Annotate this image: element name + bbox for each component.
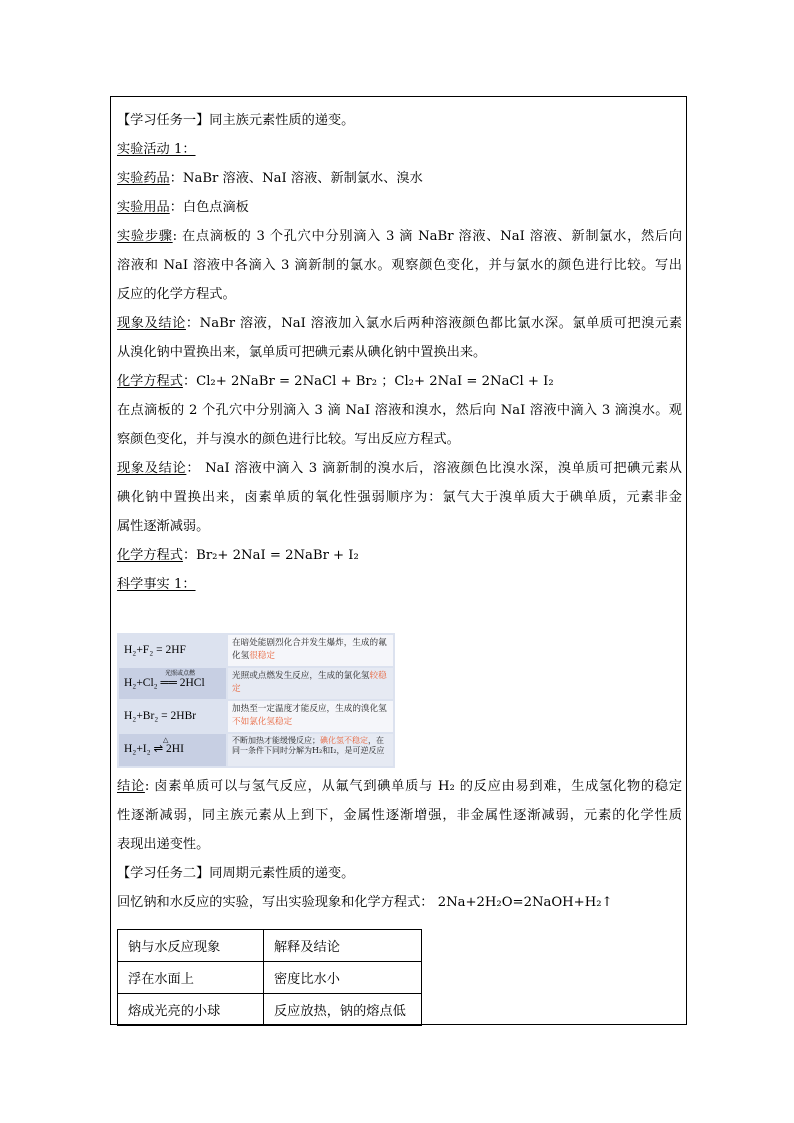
conclusion-line-3: 表现出递变性。	[117, 837, 210, 852]
steps-line-3: 反应的化学方程式。	[117, 287, 236, 302]
table-row	[118, 994, 422, 1026]
reaction-description: 加热至一定温度才能反应，生成的溴化氢不如氯化氢稳定	[228, 701, 393, 732]
equation1-line: 化学方程式：Cl₂+ 2NaBr = 2NaCl + Br₂ ；Cl₂+ 2NaI = 2NaCl + I₂	[117, 374, 554, 389]
step2-line-2: 察颜色变化，并与溴水的颜色进行比较。写出反应方程式。	[117, 432, 460, 447]
phenomenon1-line-1: 现象及结论：NaBr 溶液，NaI 溶液加入氯水后两种溶液颜色都比氯水深。氯单质可把溴元素	[117, 316, 682, 331]
table-cell: 浮在水面上	[118, 962, 264, 994]
worksheet-content-lower	[117, 772, 682, 917]
table-cell: 反应放热，钠的熔点低	[264, 994, 422, 1026]
phenomenon2-line-1: 现象及结论： NaI 溶液中滴入 3 滴新制的溴水后，溶液颜色比溴水深，溴单质可把碘元素从	[117, 461, 682, 476]
table-row	[118, 962, 422, 994]
table-header: 解释及结论	[264, 930, 422, 962]
task2-intro: 回忆钠和水反应的实验，写出实验现象和化学方程式： 2Na+2H₂O=2NaOH+H₂↑	[117, 895, 613, 910]
reaction-description: 不断加热才能缓慢反应；碘化氢不稳定，在同一条件下同时分解为H₂和I₂，是可逆反应	[228, 734, 393, 766]
steps-line-1: 实验步骤: 在点滴板的 3 个孔穴中分别滴入 3 滴 NaBr 溶液、NaI 溶液、新制氯水，然后向	[117, 229, 682, 244]
reaction-row-hbr	[119, 701, 393, 732]
phenomenon2-line-2: 碘化钠中置换出来，卤素单质的氧化性强弱顺序为：氯气大于溴单质大于碘单质，元素非金	[117, 490, 682, 505]
sodium-water-table	[117, 929, 422, 1026]
table-cell: 密度比水小	[264, 962, 422, 994]
halogen-hydrogen-reaction-table	[117, 633, 395, 768]
reaction-description: 在暗处能剧烈化合并发生爆炸，生成的氟化氢很稳定	[228, 635, 393, 666]
worksheet-content	[117, 101, 682, 599]
science-fact-label: 科学事实 1：	[117, 577, 196, 592]
reaction-equation: H₂+F₂ = 2HF	[124, 644, 186, 656]
reaction-equation: H₂+I₂ ⇌ 2HI △	[119, 734, 226, 766]
reaction-row-hcl	[119, 668, 393, 699]
steps-line-2: 溶液和 NaI 溶液中各滴入 3 滴新制的氯水。观察颜色变化，并与氯水的颜色进行比较。写出	[117, 258, 682, 273]
table-cell: 熔成光亮的小球	[118, 994, 264, 1026]
task1-title: 【学习任务一】同主族元素性质的递变。	[117, 113, 355, 128]
reaction-row-hi	[119, 734, 393, 766]
conclusion-line-2: 性逐渐减弱，同主族元素从上到下，金属性逐渐增强，非金属性逐渐减弱，元素的化学性质	[117, 808, 682, 823]
reaction-condition: △	[163, 736, 169, 744]
reaction-equation: H₂+Br₂ = 2HBr	[124, 710, 197, 722]
step2-line-1: 在点滴板的 2 个孔穴中分别滴入 3 滴 NaI 溶液和溴水，然后向 NaI 溶液中滴入 3 滴溴水。观	[117, 403, 682, 418]
reagents-line: 实验药品：NaBr 溶液、NaI 溶液、新制氯水、溴水	[117, 171, 423, 186]
reaction-condition: 光照或点燃	[165, 670, 196, 677]
table-row	[118, 930, 422, 962]
phenomenon2-line-3: 属性逐渐减弱。	[117, 519, 210, 534]
activity-label: 实验活动 1：	[117, 142, 196, 157]
reaction-equation: H₂+Cl₂ ══ 2HCl 光照或点燃	[119, 668, 226, 699]
table-header: 钠与水反应现象	[118, 930, 264, 962]
equipment-line: 实验用品：白色点滴板	[117, 200, 249, 215]
conclusion-line-1: 结论: 卤素单质可以与氢气反应，从氟气到碘单质与 H₂ 的反应由易到难，生成氢化物的稳定	[117, 779, 682, 794]
task2-title: 【学习任务二】同周期元素性质的递变。	[117, 866, 355, 881]
phenomenon1-line-2: 从溴化钠中置换出来，氯单质可把碘元素从碘化钠中置换出来。	[117, 345, 487, 360]
reaction-row-hf	[119, 635, 393, 666]
reaction-description: 光照或点燃发生反应，生成的氯化氢较稳定	[228, 668, 393, 699]
equation2-line: 化学方程式：Br₂+ 2NaI = 2NaBr + I₂	[117, 548, 359, 563]
